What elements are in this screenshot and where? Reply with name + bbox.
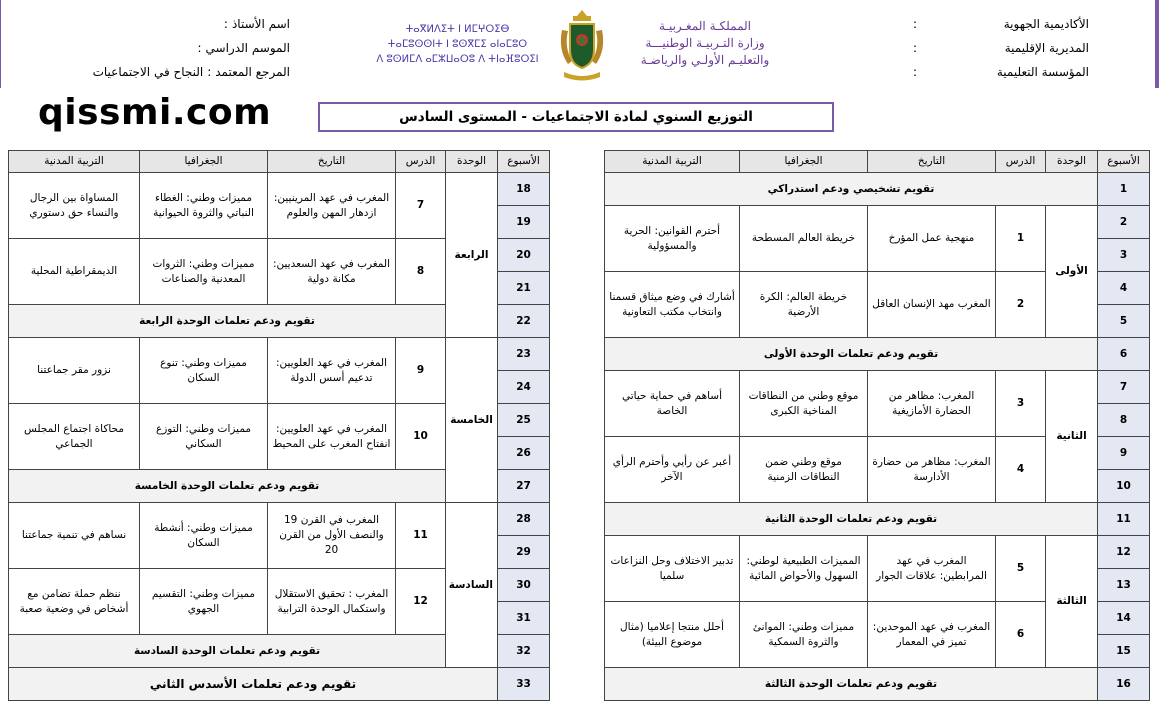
week-cell: 19 [498, 206, 550, 239]
history-cell: المغرب في عهد السعديين: مكانة دولية [268, 239, 396, 305]
table-row [605, 536, 1150, 569]
teacher-name-label: اسم الأستاذ [231, 17, 290, 31]
week-cell: 20 [498, 239, 550, 272]
table-row [9, 503, 550, 536]
teacher-name-value [60, 12, 220, 36]
col-lesson: الدرس [996, 151, 1046, 173]
lesson-number: 9 [396, 338, 446, 404]
week-cell: 25 [498, 404, 550, 437]
civic-cell: أعبر عن رأيي وأحترم الرأي الآخر [605, 437, 740, 503]
civic-cell: نزور مقر جماعتنا [9, 338, 140, 404]
unit-cell: السادسة [446, 503, 498, 668]
geography-cell: خريطة العالم: الكرة الأرضية [740, 272, 868, 338]
week-cell: 14 [1098, 602, 1150, 635]
schedule-table-semester-2 [8, 150, 550, 701]
teacher-name-row: اسم الأستاذ : [60, 12, 290, 36]
history-cell: المغرب في عهد المرابطين: علاقات الجوار [868, 536, 996, 602]
civic-cell: المساواة بين الرجال والنساء حق دستوري [9, 173, 140, 239]
lesson-number: 4 [996, 437, 1046, 503]
civic-cell: أشارك في وضع ميثاق قسمنا وانتخاب مكتب التعاونية [605, 272, 740, 338]
coat-of-arms-icon [556, 8, 608, 82]
tifinagh-line: ⴷ ⵓⵙⵍⵎⴷ ⴰⵎⵣⵡⴰⵔⵓ ⴷ ⵜⵏⴰⴼⵓⵔⵉⵏ [376, 54, 539, 65]
lesson-number: 6 [996, 602, 1046, 668]
geography-cell: مميزات وطني: الغطاء النباتي والثروة الحيوانية [140, 173, 268, 239]
lesson-number: 10 [396, 404, 446, 470]
ministry-arabic [620, 18, 790, 69]
table-row [605, 668, 1150, 701]
lesson-number: 3 [996, 371, 1046, 437]
col-week: الأسبوع [498, 151, 550, 173]
col-geography: الجغرافيا [740, 151, 868, 173]
tifinagh-line: ⵜⴰⵎⵓⵙⵙⵏⵜ ⵏ ⵓⵙⴳⵎⵉ ⴰⵏⴰⵎⵓⵔ [387, 39, 528, 50]
week-cell: 28 [498, 503, 550, 536]
civic-cell: أحترم القوانين: الحرية والمسؤولية [605, 206, 740, 272]
lesson-number: 8 [396, 239, 446, 305]
school-year-value [60, 36, 194, 60]
evaluation-cell: تقويم تشخيصي ودعم استدراكي [605, 173, 1098, 206]
history-cell: المغرب في عهد العلويين: تدعيم أسس الدولة [268, 338, 396, 404]
site-brand: qissmi.com [38, 92, 272, 133]
civic-cell: أساهم في حماية حياتي الخاصة [605, 371, 740, 437]
geography-cell: مميزات وطني: التقسيم الجهوي [140, 569, 268, 635]
week-cell: 11 [1098, 503, 1150, 536]
week-cell: 26 [498, 437, 550, 470]
civic-cell: الديمقراطية المحلية [9, 239, 140, 305]
lesson-number: 12 [396, 569, 446, 635]
geography-cell: مميزات وطني: الموانئ والثروة السمكية [740, 602, 868, 668]
week-cell: 29 [498, 536, 550, 569]
directorate-label: المديرية الإقليمية [1004, 41, 1089, 55]
history-cell: المغرب: مظاهر من حضارة الأدارسة [868, 437, 996, 503]
week-cell: 30 [498, 569, 550, 602]
evaluation-cell: تقويم ودعم تعلمات الوحدة الثالثة [605, 668, 1098, 701]
week-cell: 18 [498, 173, 550, 206]
directorate-row: المديرية الإقليمية : [909, 36, 1089, 60]
table-row [605, 338, 1150, 371]
col-geography: الجغرافيا [140, 151, 268, 173]
school-year-row: الموسم الدراسي : [60, 36, 290, 60]
week-cell: 32 [498, 635, 550, 668]
col-history: التاريخ [268, 151, 396, 173]
tifinagh-line: ⵜⴰⴳⵍⴷⵉⵜ ⵏ ⵍⵎⵖⵔⵉⴱ [405, 24, 510, 35]
history-cell: منهجية عمل المؤرخ [868, 206, 996, 272]
history-cell: المغرب في عهد المرينيين: ازدهار المهن والعلوم [268, 173, 396, 239]
table-row [605, 206, 1150, 239]
col-history: التاريخ [868, 151, 996, 173]
week-cell: 22 [498, 305, 550, 338]
civic-cell: نساهم في تنمية جماعتنا [9, 503, 140, 569]
week-cell: 3 [1098, 239, 1150, 272]
lesson-number: 1 [996, 206, 1046, 272]
table-row [605, 503, 1150, 536]
week-cell: 2 [1098, 206, 1150, 239]
col-unit: الوحدة [1046, 151, 1098, 173]
academy-label: الأكاديمية الجهوية [1003, 17, 1089, 31]
schedule-table-semester-1 [604, 150, 1150, 701]
ministry-block [370, 8, 790, 86]
unit-cell: الرابعة [446, 173, 498, 338]
week-cell: 15 [1098, 635, 1150, 668]
academy-row: الأكاديمية الجهوية : [909, 12, 1089, 36]
week-cell: 8 [1098, 404, 1150, 437]
col-civic: التربية المدنية [9, 151, 140, 173]
evaluation-cell: تقويم ودعم تعلمات الوحدة السادسة [9, 635, 446, 668]
institution-info [909, 12, 1089, 84]
table-header [9, 151, 550, 173]
week-cell: 5 [1098, 305, 1150, 338]
week-cell: 10 [1098, 470, 1150, 503]
col-lesson: الدرس [396, 151, 446, 173]
lesson-number: 11 [396, 503, 446, 569]
page-title: التوزيع السنوي لمادة الاجتماعيات - المستوى السادس [318, 102, 834, 132]
week-cell: 16 [1098, 668, 1150, 701]
evaluation-cell: تقويم ودعم تعلمات الأسدس الثاني [9, 668, 498, 701]
week-cell: 31 [498, 602, 550, 635]
lesson-number: 7 [396, 173, 446, 239]
week-cell: 1 [1098, 173, 1150, 206]
lesson-number: 5 [996, 536, 1046, 602]
week-cell: 12 [1098, 536, 1150, 569]
ministry-line: وزارة التـربيـة الوطنيـــة [645, 36, 765, 50]
history-cell: المغرب في عهد الموحدين: تميز في المعمار [868, 602, 996, 668]
table-row [605, 371, 1150, 404]
school-row: المؤسسة التعليمية : [909, 60, 1089, 84]
history-cell: المغرب في عهد العلويين: انفتاح المغرب على المحيط [268, 404, 396, 470]
week-cell: 24 [498, 371, 550, 404]
week-cell: 4 [1098, 272, 1150, 305]
unit-cell: الثالثة [1046, 536, 1098, 668]
civic-cell: ننظم حملة تضامن مع أشخاص في وضعية صعبة [9, 569, 140, 635]
geography-cell: مميزات وطني: أنشطة السكان [140, 503, 268, 569]
geography-cell: مميزات وطني: تنوع السكان [140, 338, 268, 404]
school-year-label: الموسم الدراسي [205, 41, 290, 55]
evaluation-cell: تقويم ودعم تعلمات الوحدة الثانية [605, 503, 1098, 536]
reference-row: المرجع المعتمد : النجاح في الاجتماعيات [60, 60, 290, 84]
teacher-info [60, 12, 290, 84]
geography-cell: مميزات وطني: التوزع السكاني [140, 404, 268, 470]
table-row [605, 173, 1150, 206]
geography-cell: موقع وطني من النطاقات المناخية الكبرى [740, 371, 868, 437]
civic-cell: أحلل منتجا إعلاميا (مثال موضوع البيئة) [605, 602, 740, 668]
week-cell: 13 [1098, 569, 1150, 602]
week-cell: 6 [1098, 338, 1150, 371]
ministry-tifinagh [370, 22, 545, 67]
table-header [605, 151, 1150, 173]
week-cell: 9 [1098, 437, 1150, 470]
ministry-line: والتعليـم الأولـي والرياضـة [640, 53, 770, 67]
week-cell: 23 [498, 338, 550, 371]
evaluation-cell: تقويم ودعم تعلمات الوحدة الأولى [605, 338, 1098, 371]
week-cell: 33 [498, 668, 550, 701]
history-cell: المغرب: مظاهر من الحضارة الأمازيغية [868, 371, 996, 437]
reference-value: النجاح في الاجتماعيات [92, 65, 204, 79]
evaluation-cell: تقويم ودعم تعلمات الوحدة الرابعة [9, 305, 446, 338]
geography-cell: خريطة العالم المسطحة [740, 206, 868, 272]
school-label: المؤسسة التعليمية [996, 65, 1089, 79]
lesson-number: 2 [996, 272, 1046, 338]
col-week: الأسبوع [1098, 151, 1150, 173]
history-cell: المغرب في القرن 19 والنصف الأول من القرن 20 [268, 503, 396, 569]
reference-label: المرجع المعتمد [215, 65, 290, 79]
unit-cell: الثانية [1046, 371, 1098, 503]
geography-cell: موقع وطني ضمن النطاقات الزمنية [740, 437, 868, 503]
week-cell: 7 [1098, 371, 1150, 404]
geography-cell: مميزات وطني: الثروات المعدنية والصناعات [140, 239, 268, 305]
civic-cell: محاكاة اجتماع المجلس الجماعي [9, 404, 140, 470]
ministry-line: المملكـة المغـربيـة [659, 19, 751, 33]
history-cell: المغرب مهد الإنسان العاقل [868, 272, 996, 338]
col-civic: التربية المدنية [605, 151, 740, 173]
week-cell: 27 [498, 470, 550, 503]
table-row [9, 173, 550, 206]
history-cell: المغرب : تحقيق الاستقلال واستكمال الوحدة الترابية [268, 569, 396, 635]
unit-cell: الأولى [1046, 206, 1098, 338]
civic-cell: تدبير الاختلاف وحل النزاعات سلميا [605, 536, 740, 602]
evaluation-cell: تقويم ودعم تعلمات الوحدة الخامسة [9, 470, 446, 503]
table-row [9, 338, 550, 371]
unit-cell: الخامسة [446, 338, 498, 503]
table-row [9, 668, 550, 701]
col-unit: الوحدة [446, 151, 498, 173]
week-cell: 21 [498, 272, 550, 305]
geography-cell: المميزات الطبيعية لوطني: السهول والأحواض المائية [740, 536, 868, 602]
